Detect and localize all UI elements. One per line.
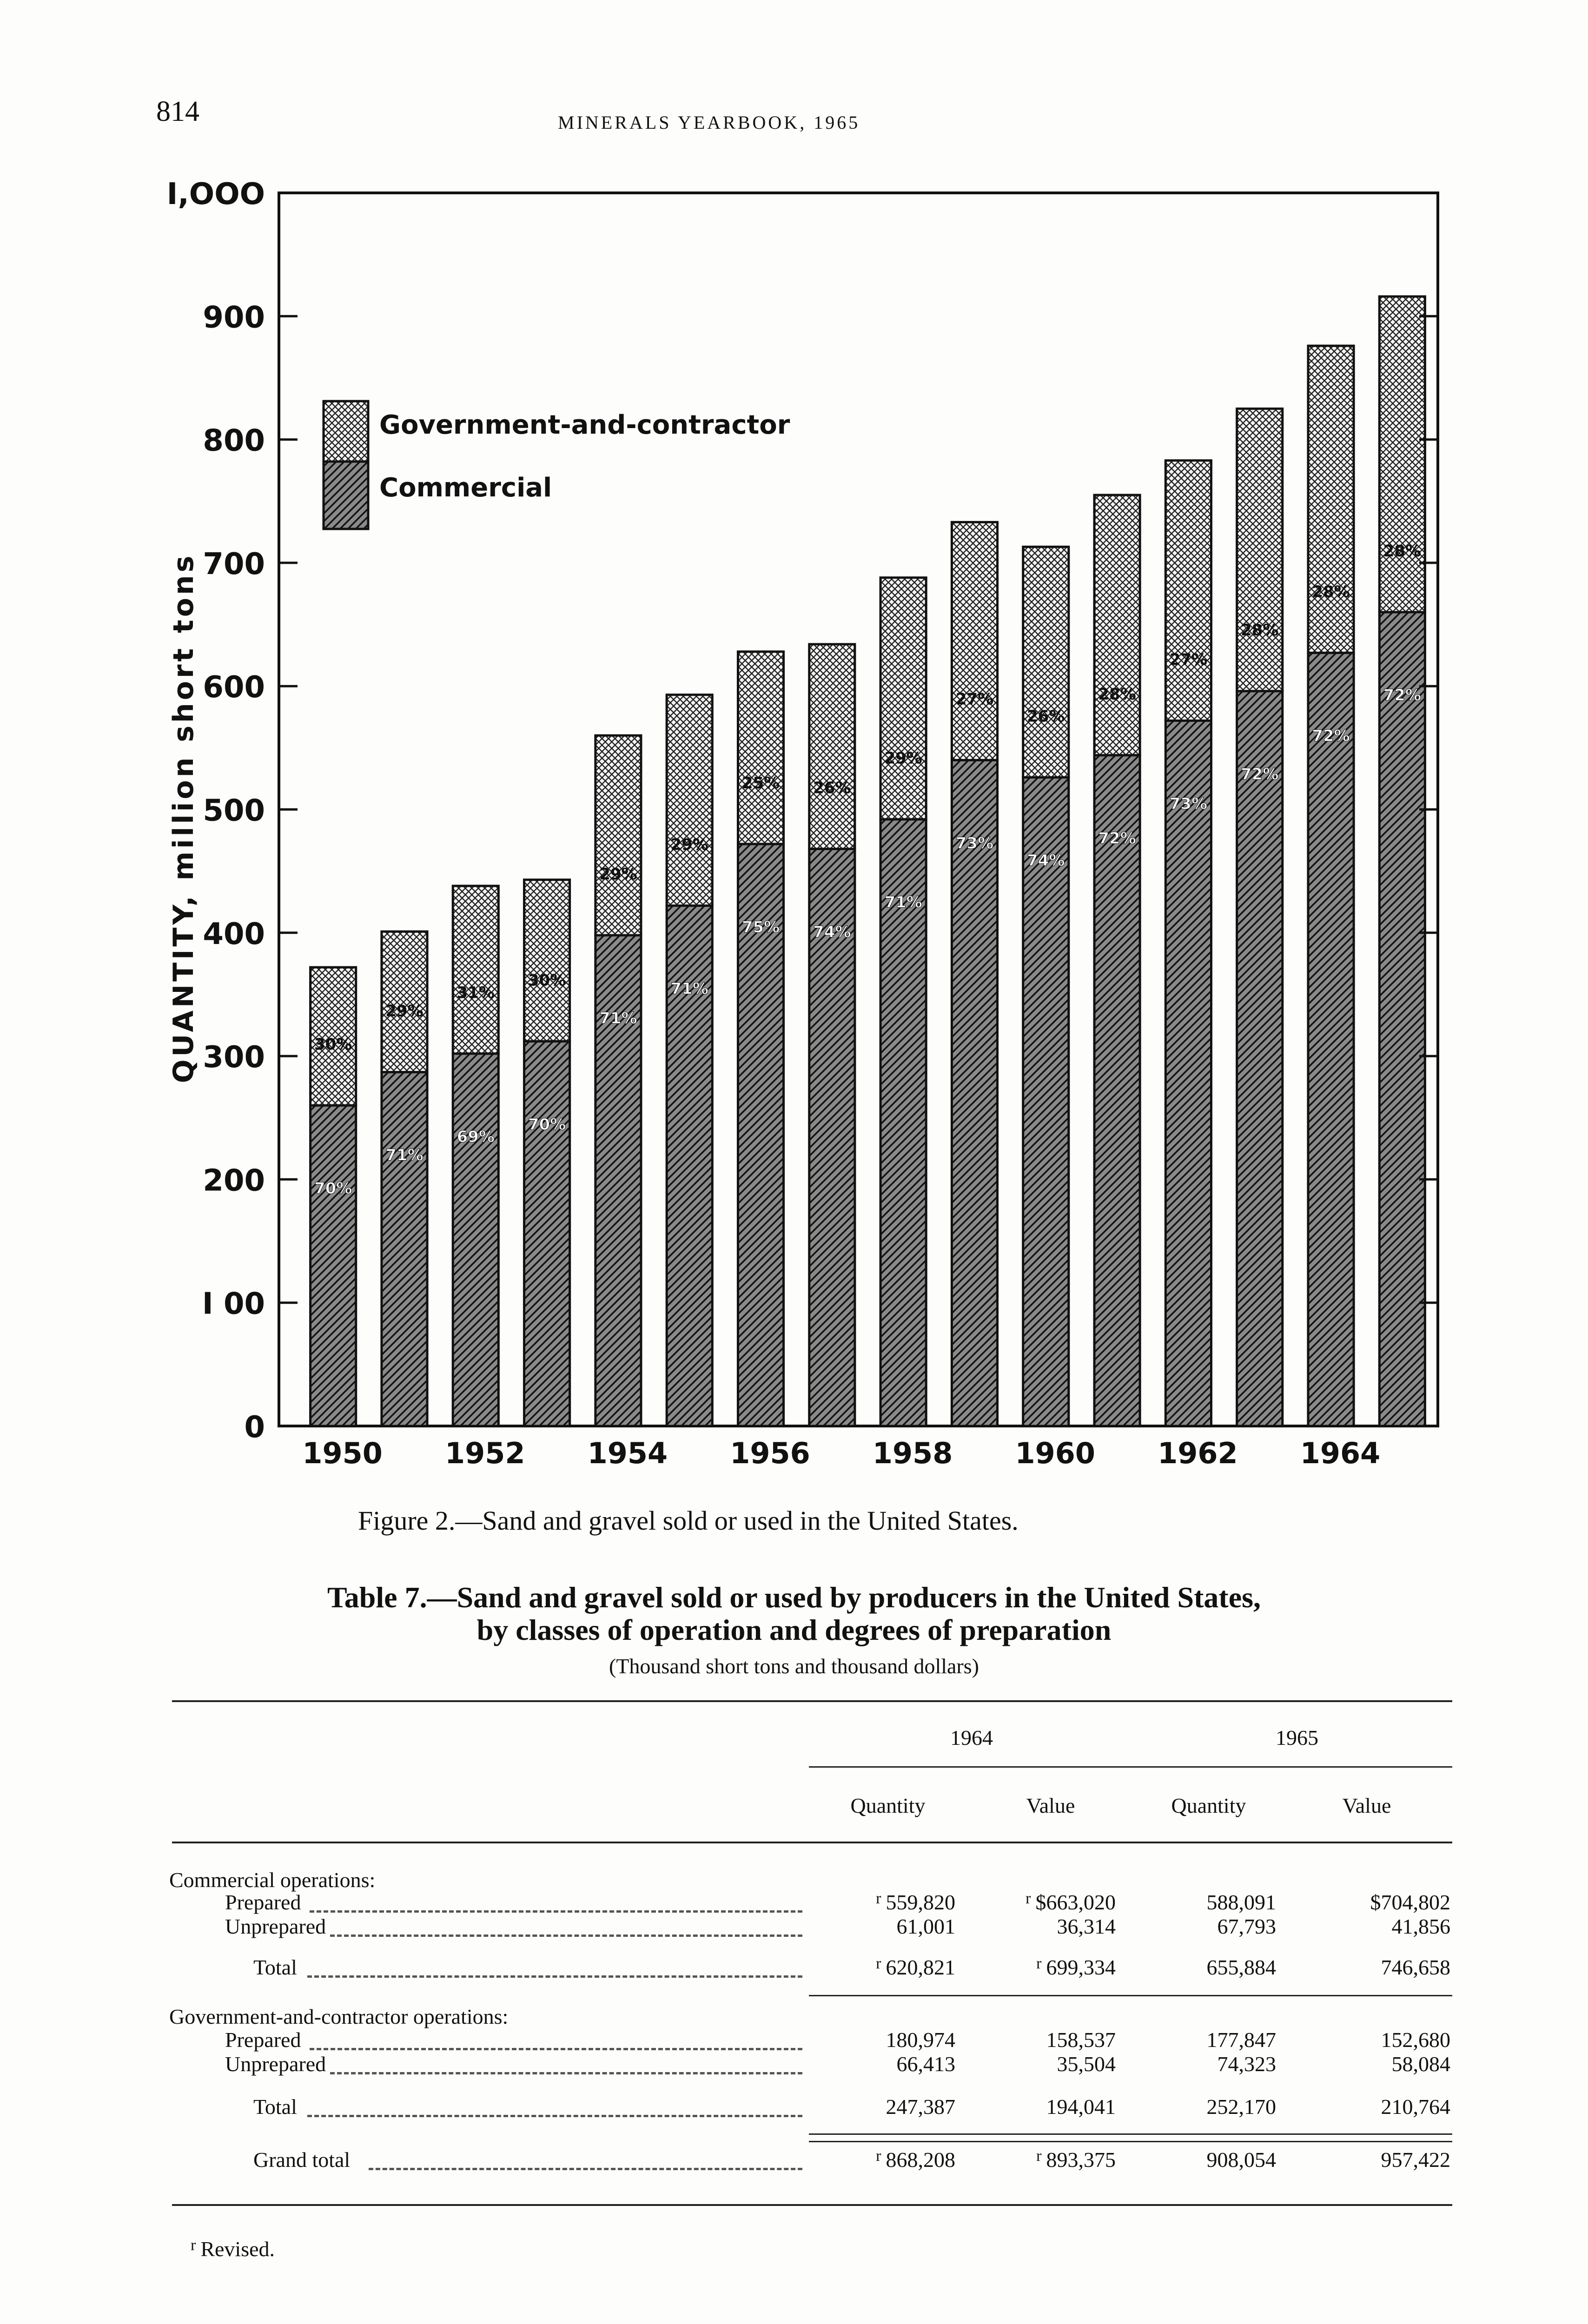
table-cell [1109, 2052, 1276, 2076]
bar-label-commercial: 70% [314, 1179, 352, 1198]
bar-label-commercial: 75% [741, 918, 780, 937]
cell-value: 180,974 [886, 2028, 955, 2052]
cell-value: 36,314 [1057, 1915, 1116, 1938]
row-label: Total [253, 1955, 297, 1979]
bar-label-commercial: 71% [599, 1009, 637, 1028]
table-cell [788, 1914, 955, 1939]
leader-dots [310, 1910, 802, 1913]
section-government: Government-and-contractor operations: [169, 2005, 509, 2028]
leader-dots [310, 2048, 802, 2050]
cell-value: 41,856 [1391, 1915, 1450, 1938]
bar-label-government: 27% [955, 690, 994, 709]
cell-value: 252,170 [1206, 2095, 1276, 2119]
table-title-line2: by classes of operation and degrees of preparation [476, 1613, 1112, 1646]
table-cell [1109, 1955, 1276, 1980]
x-tick-label: 1964 [1300, 1436, 1381, 1470]
footnote-marker: r [191, 2237, 196, 2254]
table-rule [809, 2141, 1452, 2142]
row-label: Unprepared [225, 1915, 326, 1938]
bar-commercial [311, 1105, 356, 1426]
bar-commercial [1023, 778, 1069, 1426]
legend-swatch-government [324, 401, 368, 462]
cell-value: 559,820 [886, 1890, 955, 1914]
revised-marker: r [1036, 1955, 1042, 1972]
y-tick-label: 900 [203, 300, 265, 335]
table-subtitle: (Thousand short tons and thousand dollars) [609, 1654, 979, 1678]
cell-value: 35,504 [1057, 2052, 1116, 2076]
cell-value: 210,764 [1381, 2095, 1450, 2119]
bar-commercial [952, 760, 997, 1426]
leader-dots [330, 1934, 802, 1937]
bar-government [1165, 461, 1211, 721]
bar-label-government: 26% [813, 779, 851, 798]
table-cell [788, 2027, 955, 2052]
table-rule [172, 1700, 1452, 1702]
x-tick-label: 1960 [1015, 1436, 1096, 1470]
cell-value: 620,821 [886, 1955, 955, 1979]
cell-value: 58,084 [1391, 2052, 1450, 2076]
section-commercial: Commercial operations: [169, 1868, 376, 1892]
table-rule [809, 1995, 1452, 1996]
bar-label-government: 28% [1098, 685, 1136, 704]
bar-government [667, 695, 712, 906]
x-tick-label: 1950 [302, 1436, 383, 1470]
table-rule [172, 1842, 1452, 1843]
bar-government [1379, 297, 1425, 612]
bar-commercial [1379, 612, 1425, 1426]
table-cell [948, 2094, 1116, 2119]
table-cell [788, 2052, 955, 2076]
bar-commercial [1237, 691, 1283, 1426]
table-cell [1283, 1914, 1450, 1939]
leader-dots [369, 2168, 802, 2170]
cell-value: 67,793 [1217, 1915, 1276, 1938]
table-rule [809, 1766, 1452, 1768]
bar-government [453, 886, 498, 1054]
x-tick-label: 1952 [445, 1436, 525, 1470]
bar-government [1308, 346, 1354, 653]
cell-value: $663,020 [1035, 1890, 1116, 1914]
column-header: Value [1342, 1794, 1391, 1817]
leader-dots [307, 1975, 802, 1978]
x-tick-label: 1954 [587, 1436, 668, 1470]
table-cell [948, 2027, 1116, 2052]
row-label: Prepared [225, 1890, 301, 1914]
revised-marker: r [876, 1955, 881, 1972]
table-cell [1109, 2027, 1276, 2052]
leader-dots [330, 2072, 802, 2074]
table-cell [1109, 1890, 1276, 1915]
bar-label-government: 28% [1312, 582, 1350, 601]
table-cell [1109, 2094, 1276, 2119]
bar-government [738, 652, 783, 844]
table-cell [1283, 2094, 1450, 2119]
cell-value: 868,208 [886, 2148, 955, 2172]
bar-government [1237, 409, 1283, 691]
x-tick-label: 1962 [1158, 1436, 1238, 1470]
bar-label-commercial: 74% [813, 923, 851, 942]
table-cell [1109, 1914, 1276, 1939]
cell-value: $704,802 [1370, 1890, 1450, 1914]
y-tick-label: 200 [203, 1163, 265, 1198]
cell-value: 746,658 [1381, 1955, 1450, 1979]
row-label: Unprepared [225, 2052, 326, 2076]
bar-government [596, 735, 641, 935]
bar-label-government: 28% [1241, 621, 1279, 640]
bar-label-government: 29% [385, 1002, 423, 1021]
y-tick-label: 500 [203, 793, 265, 828]
bar-label-commercial: 72% [1241, 765, 1279, 784]
legend-label-government: Government-and-contractor [379, 410, 790, 440]
bar-label-government: 27% [1169, 650, 1208, 669]
row-label: Prepared [225, 2028, 301, 2052]
cell-value: 158,537 [1046, 2028, 1116, 2052]
bar-label-government: 30% [528, 971, 566, 990]
row-label: Grand total [253, 2148, 351, 2172]
y-tick-label: 800 [203, 423, 265, 458]
bar-label-commercial: 72% [1098, 829, 1136, 848]
bar-government [952, 522, 997, 760]
legend-label-commercial: Commercial [379, 473, 552, 503]
y-tick-label: 0 [244, 1410, 265, 1445]
year-header: 1965 [1276, 1726, 1318, 1750]
y-tick-label: 600 [203, 670, 265, 705]
table-cell [1283, 2052, 1450, 2076]
table-cell [1283, 2027, 1450, 2052]
column-header: Quantity [1171, 1794, 1246, 1817]
x-tick-label: 1958 [872, 1436, 953, 1470]
table-cell [1283, 1890, 1450, 1915]
y-axis-title: QUANTITY, million short tons [167, 553, 200, 1083]
cell-value: 699,334 [1046, 1955, 1116, 1979]
bar-label-government: 31% [457, 983, 495, 1002]
cell-value: 588,091 [1206, 1890, 1276, 1914]
bar-government [1094, 495, 1140, 755]
bar-label-government: 29% [884, 749, 922, 768]
bar-label-commercial: 69% [457, 1127, 495, 1146]
revised-marker: r [876, 2147, 881, 2165]
y-tick-label: I 00 [202, 1287, 265, 1321]
y-tick-label: 700 [203, 547, 265, 581]
bar-label-commercial: 71% [385, 1146, 423, 1165]
leader-dots [307, 2115, 802, 2117]
bar-label-government: 29% [670, 835, 708, 854]
table-rule [809, 2133, 1452, 2135]
revised-marker: r [876, 1890, 881, 1907]
footnote [191, 2237, 275, 2261]
table-cell [948, 1955, 1116, 1980]
y-tick-label: I,OOO [166, 177, 265, 211]
table-cell [1109, 2147, 1276, 2172]
table-cell [948, 1914, 1116, 1939]
bar-commercial [382, 1072, 427, 1426]
revised-marker: r [1026, 1890, 1031, 1907]
bar-commercial [453, 1054, 498, 1426]
cell-value: 655,884 [1206, 1955, 1276, 1979]
footnote-text: Revised. [200, 2237, 275, 2261]
table-cell [948, 2147, 1116, 2172]
column-header: Quantity [850, 1794, 926, 1817]
table-title-line1: Table 7.—Sand and gravel sold or used by producers in the United States, [327, 1581, 1261, 1614]
bar-label-government: 26% [1027, 707, 1065, 726]
bar-government [1023, 547, 1069, 777]
bar-label-commercial: 74% [1027, 851, 1065, 870]
table-cell [788, 2147, 955, 2172]
column-header: Value [1026, 1794, 1075, 1817]
bar-commercial [1094, 755, 1140, 1426]
row-label: Total [253, 2095, 297, 2119]
y-tick-label: 300 [203, 1040, 265, 1075]
bar-label-commercial: 72% [1383, 686, 1422, 705]
bar-label-commercial: 73% [1169, 794, 1208, 813]
bar-commercial [1308, 653, 1354, 1426]
figure-caption: Figure 2.—Sand and gravel sold or used in the United States. [358, 1505, 1019, 1536]
bar-government [880, 578, 926, 819]
table-cell [788, 1890, 955, 1915]
cell-value: 61,001 [896, 1915, 955, 1938]
table-cell [948, 2052, 1116, 2076]
bar-label-government: 25% [741, 773, 780, 792]
year-header: 1964 [950, 1726, 993, 1750]
bar-government [809, 644, 855, 849]
cell-value: 194,041 [1046, 2095, 1116, 2119]
bar-label-government: 28% [1383, 542, 1422, 561]
bar-commercial [1165, 720, 1211, 1426]
cell-value: 74,323 [1217, 2052, 1276, 2076]
y-tick-label: 400 [203, 917, 265, 951]
bar-commercial [524, 1041, 570, 1426]
bar-label-commercial: 72% [1312, 726, 1350, 746]
running-head: MINERALS YEARBOOK, 1965 [558, 112, 860, 133]
cell-value: 957,422 [1381, 2148, 1450, 2172]
table-rule [172, 2204, 1452, 2206]
cell-value: 66,413 [896, 2052, 955, 2076]
cell-value: 247,387 [886, 2095, 955, 2119]
cell-value: 908,054 [1206, 2148, 1276, 2172]
legend-swatch-commercial [324, 462, 368, 529]
cell-value: 152,680 [1381, 2028, 1450, 2052]
table-cell [1283, 2147, 1450, 2172]
table-cell [948, 1890, 1116, 1915]
bar-label-commercial: 70% [528, 1115, 566, 1134]
table-cell [788, 2094, 955, 2119]
bar-label-government: 29% [599, 865, 637, 884]
bar-government [524, 880, 570, 1042]
bar-label-government: 30% [314, 1035, 352, 1054]
x-tick-label: 1956 [730, 1436, 810, 1470]
cell-value: 893,375 [1046, 2148, 1116, 2172]
table-cell [788, 1955, 955, 1980]
bar-label-commercial: 71% [884, 893, 922, 912]
bar-label-commercial: 73% [955, 834, 994, 853]
page-number: 814 [156, 96, 199, 127]
cell-value: 177,847 [1206, 2028, 1276, 2052]
revised-marker: r [1036, 2147, 1042, 2165]
table-cell [1283, 1955, 1450, 1980]
bar-label-commercial: 71% [670, 979, 708, 998]
